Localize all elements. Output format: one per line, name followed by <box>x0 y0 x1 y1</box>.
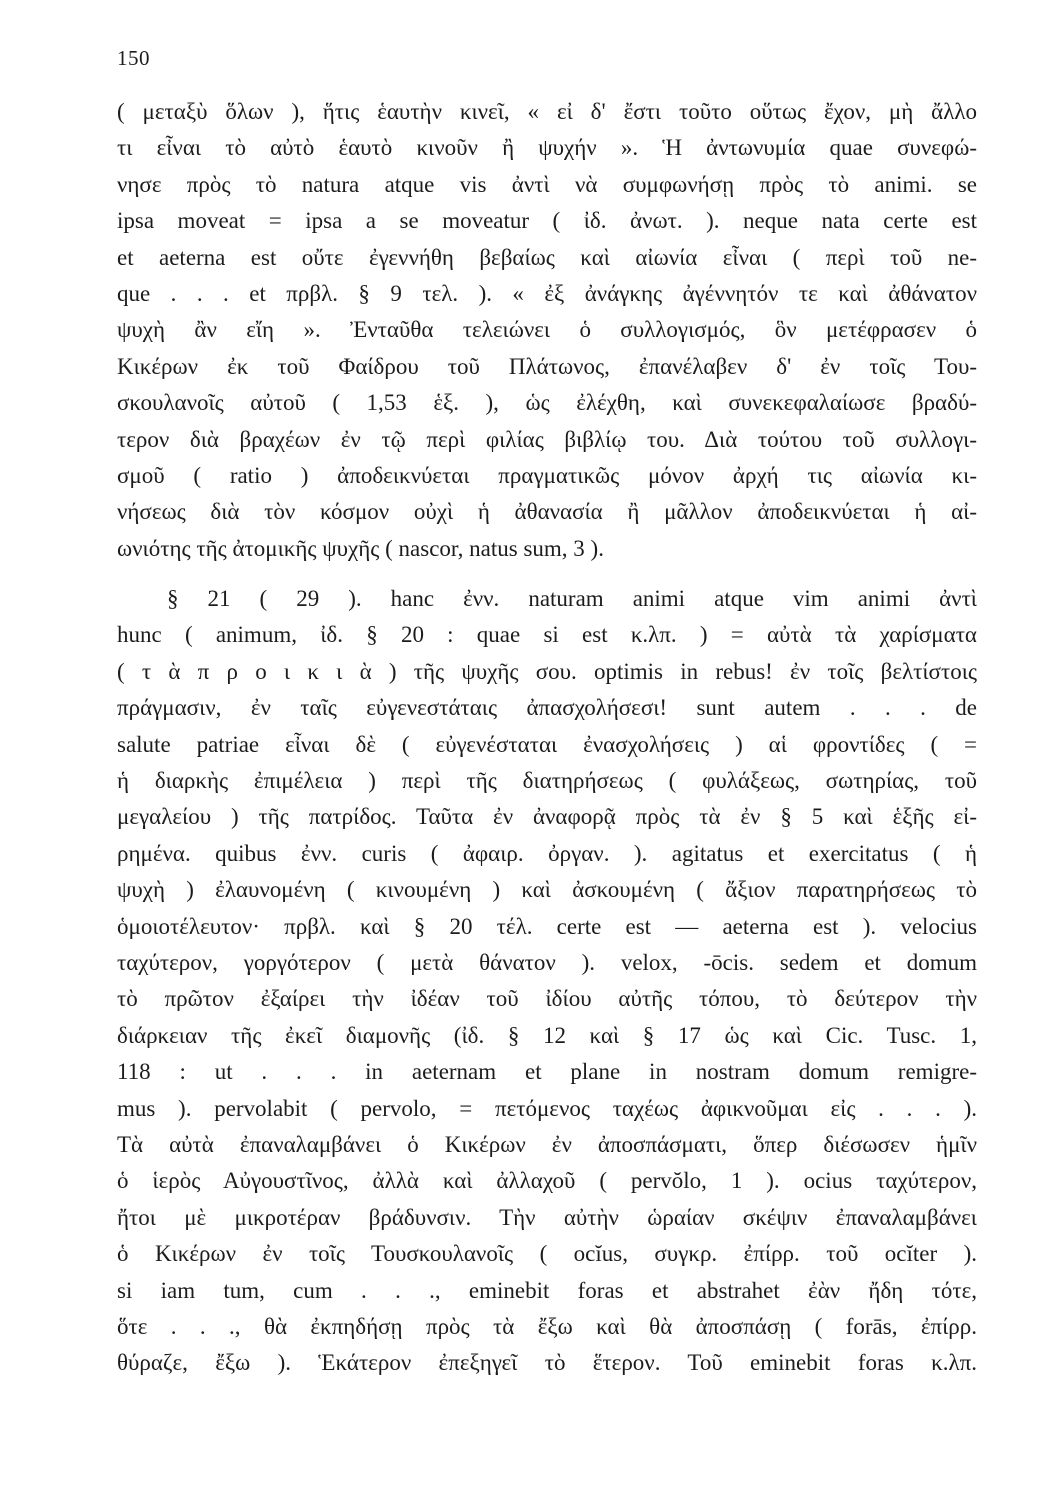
text-line: σκουλανοῖς αὐτοῦ ( 1,53 ἑξ. ), ὡς ἐλέχθη, καὶ συνεκεφαλαίωσε βραδύ- <box>117 390 977 416</box>
text-line: ( μεταξὺ ὅλων ), ἥτις ἑαυτὴν κινεῖ, « εἰ δ' ἔστι τοῦτο οὕτως ἔχον, μὴ ἄλλο <box>117 99 977 124</box>
text-line: τι εἶναι τὸ αὐτὸ ἑαυτὸ κινοῦν ἢ ψυχήν ». Ἡ ἀντωνυμία quae συνεφώ- <box>117 135 977 161</box>
text-line: ὁ ἱερὸς Αὐγουστῖνος, ἀλλὰ καὶ ἀλλαχοῦ ( pervŏlo, 1 ). ocius ταχύτερον, <box>117 1168 977 1194</box>
text-line: ρημένα. quibus ἐνν. curis ( ἀφαιρ. ὀργαν. ). agitatus et exercitatus ( ἡ <box>117 840 977 866</box>
text-line: hunc ( animum, ἰδ. § 20 : quae si est κ.λπ. ) = αὐτὰ τὰ χαρίσματα <box>117 622 977 648</box>
text-line: ὅτε . . ., θὰ ἐκπηδήσῃ πρὸς τὰ ἔξω καὶ θὰ ἀποσπάσῃ ( forās, ἐπίρρ. <box>117 1313 977 1339</box>
text-line: πράγμασιν, ἐν ταῖς εὐγενεστάταις ἀπασχολήσεσι! sunt autem . . . de <box>117 695 977 721</box>
text-line: νήσεως διὰ τὸν κόσμον οὐχὶ ἡ ἀθανασία ἢ μᾶλλον ἀποδεικνύεται ἡ αἰ- <box>117 499 977 525</box>
text-line: si iam tum, cum . . ., eminebit foras et abstrahet ἐὰν ἤδη τότε, <box>117 1277 977 1303</box>
page-number: 150 <box>117 46 150 70</box>
text-line: Τὰ αὐτὰ ἐπαναλαμβάνει ὁ Κικέρων ἐν ἀποσπάσματι, ὅπερ διέσωσεν ἡμῖν <box>117 1131 977 1157</box>
body-text <box>117 94 977 1382</box>
text-line: ἡ διαρκὴς ἐπιμέλεια ) περὶ τῆς διατηρήσεως ( φυλάξεως, σωτηρίας, τοῦ <box>117 768 977 794</box>
text-line: mus ). pervolabit ( pervolo, = πετόμενος ταχέως ἀφικνοῦμαι εἰς . . . ). <box>117 1095 977 1121</box>
text-line: τὸ πρῶτον ἐξαίρει τὴν ἰδέαν τοῦ ἰδίου αὐτῆς τόπου, τὸ δεύτερον τὴν <box>117 986 977 1012</box>
text-line: 118 : ut . . . in aeternam et plane in nostram domum remigre- <box>117 1059 977 1085</box>
text-line: νησε πρὸς τὸ natura atque vis ἀντὶ νὰ συμφωνήσῃ πρὸς τὸ animi. se <box>117 171 977 197</box>
paragraph-gap <box>117 567 977 581</box>
text-line: ἤτοι μὲ μικροτέραν βράδυνσιν. Τὴν αὐτὴν ὡραίαν σκέψιν ἐπαναλαμβάνει <box>117 1204 977 1230</box>
text-line: τερον διὰ βραχέων ἐν τῷ περὶ φιλίας βιβλίῳ του. Διὰ τούτου τοῦ συλλογι- <box>117 426 977 452</box>
text-line: salute patriae εἶναι δὲ ( εὐγενέσταται ἐνασχολήσεις ) αἱ φροντίδες ( = <box>117 731 977 757</box>
text-line: διάρκειαν τῆς ἐκεῖ διαμονῆς (ἰδ. § 12 καὶ § 17 ὡς καὶ Cic. Tusc. 1, <box>117 1022 977 1048</box>
paragraph-2 <box>117 581 977 1382</box>
text-line: ψυχὴ ἂν εἴη ». Ἐνταῦθα τελειώνει ὁ συλλογισμός, ὃν μετέφρασεν ὁ <box>117 317 977 343</box>
text-line: que . . . et πρβλ. § 9 τελ. ). « ἐξ ἀνάγκης ἀγέννητόν τε καὶ ἀθάνατον <box>117 280 977 306</box>
text-line: et aeterna est οὔτε ἐγεννήθη βεβαίως καὶ αἰωνία εἶναι ( περὶ τοῦ ne- <box>117 244 977 270</box>
text-line: ipsa moveat = ipsa a se moveatur ( ἰδ. ἀνωτ. ). neque nata certe est <box>117 208 977 234</box>
text-line: § 21 ( 29 ). hanc ἐνν. naturam animi atque vim animi ἀντὶ <box>167 586 977 612</box>
text-line: ὁ Κικέρων ἐν τοῖς Τουσκουλανοῖς ( ocĭus, συγκρ. ἐπίρρ. τοῦ ocĭter ). <box>117 1241 977 1267</box>
text-line: ψυχὴ ) ἐλαυνομένη ( κινουμένη ) καὶ ἀσκουμένη ( ἄξιον παρατηρήσεως τὸ <box>117 877 977 903</box>
text-line: θύραζε, ἔξω ). Ἑκάτερον ἐπεξηγεῖ τὸ ἕτερον. Τοῦ eminebit foras κ.λπ. <box>117 1350 977 1376</box>
text-line: ωνιότης τῆς ἀτομικῆς ψυχῆς ( nascor, natus sum, 3 ). <box>117 535 604 561</box>
text-line: μεγαλείου ) τῆς πατρίδος. Ταῦτα ἐν ἀναφορᾷ πρὸς τὰ ἐν § 5 καὶ ἑξῆς εἰ- <box>117 804 977 830</box>
paragraph-1 <box>117 94 977 567</box>
text-line: ( τ ὰ π ρ ο ι κ ι ὰ ) τῆς ψυχῆς σου. optimis in rebus! ἐν τοῖς βελτίστοις <box>117 658 977 684</box>
text-line: ταχύτερον, γοργότερον ( μετὰ θάνατον ). velox, -ōcis. sedem et domum <box>117 949 977 975</box>
text-line: Κικέρων ἐκ τοῦ Φαίδρου τοῦ Πλάτωνος, ἐπανέλαβεν δ' ἐν τοῖς Του- <box>117 353 977 379</box>
text-line: ὁμοιοτέλευτον· πρβλ. καὶ § 20 τέλ. certe est — aeterna est ). velocius <box>117 913 977 939</box>
text-line: σμοῦ ( ratio ) ἀποδεικνύεται πραγματικῶς μόνον ἀρχή τις αἰωνία κι- <box>117 462 977 488</box>
